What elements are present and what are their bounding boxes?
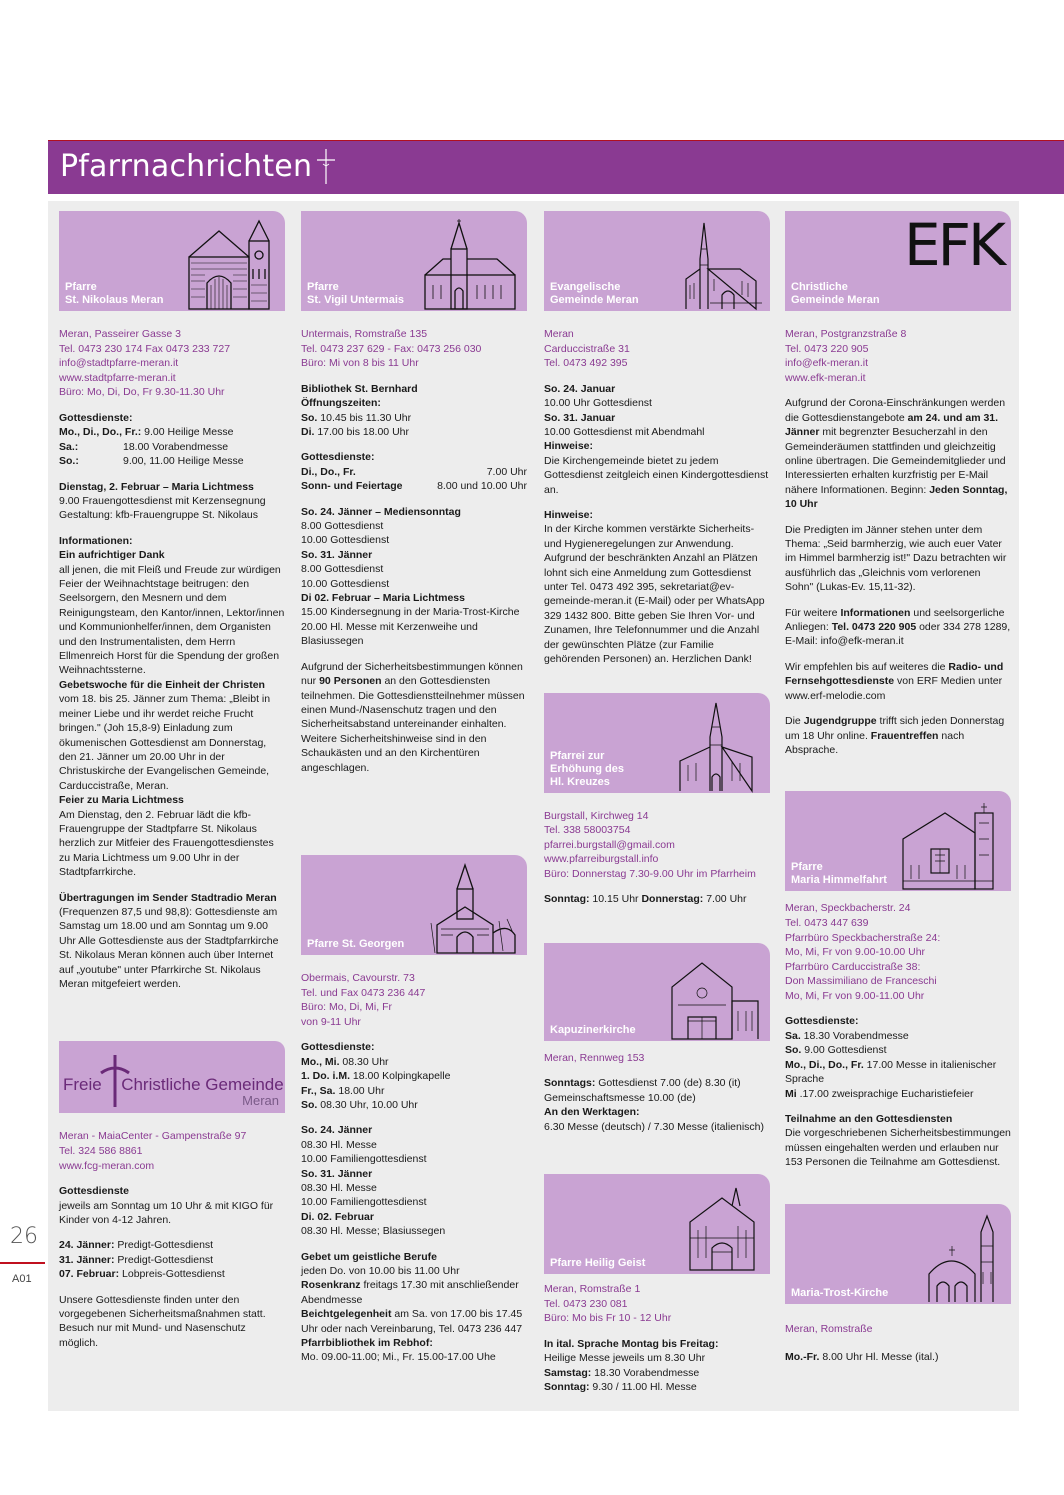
column-efk: [785, 211, 1011, 1365]
address-block-maria-trost: Meran, Romstraße: [785, 1322, 873, 1335]
column-evangelisch: [544, 211, 770, 1395]
page-number: 26: [10, 1224, 38, 1249]
card-title: Christliche Gemeinde Meran: [791, 281, 880, 306]
address-block: Untermais, Romstraße 135 Tel. 0473 237 629 - Fax: 0473 256 030 Büro: Mi von 8 bis 11 Uhr: [301, 328, 482, 370]
church-evangelisch-icon: [682, 219, 762, 311]
cross-icon: [316, 147, 336, 185]
email-link[interactable]: pfarrei.burgstall@gmail.com: [544, 838, 675, 851]
church-himmelfahrt-icon: [895, 799, 1003, 891]
address-block-kapuziner: Meran, Rennweg 153: [544, 1051, 645, 1064]
card-maria-trost: [785, 1204, 1011, 1304]
card-title: Maria-Trost-Kirche: [791, 1286, 889, 1299]
efk-logo: EFK: [903, 211, 1003, 279]
page-title: Pfarrnachrichten: [60, 149, 313, 184]
church-heilig-geist-icon: [682, 1182, 762, 1272]
church-kapuziner-icon: [658, 951, 762, 1041]
web-link[interactable]: www.fcg-meran.com: [59, 1159, 155, 1172]
card-fcg: Freie Christliche Gemeinde Meran: [59, 1041, 285, 1113]
address-block-georgen: Obermais, Cavourstr. 73 Tel. und Fax 0473 236 447 Büro: Mo, Di, Mi, Fr von 9-11 Uhr: [301, 971, 426, 1028]
column-nikolaus: [59, 211, 285, 1350]
body-text-heilig-geist: In ital. Sprache Montag bis Freitag: Heilige Messe jeweils um 8.30 Uhr Samstag: 18.30 Vorabendmesse Sonntag: 9.30 / 11.00 Hl. Messe: [544, 1337, 719, 1394]
address-block: Meran, Postgranzstraße 8 Tel. 0473 220 905 info@efk-meran.it www.efk-meran.it: [785, 327, 1011, 385]
card-st-vigil: [301, 211, 527, 311]
card-title: Kapuzinerkirche: [550, 1023, 636, 1036]
body-text: Bibliothek St. Bernhard Öffnungszeiten: So. 10.45 bis 11.30 Uhr Di. 17.00 bis 18.00 Uhr Gottesdienste: Di., Do., Fr. 7.00 Uhr Sonn- und Feiertage 8.00 und 10.00 Uhr So. 24. Jänner – Mediensonntag 8.00 Gottesdienst 10.00 Gottesdienst So. 31. Jänner 8.00 Gottesdienst 10.00 Gottesdienst Di 02. Februar – Maria Lichtmess 15.00 Kindersegnung in der Maria-Trost-Kirche 20.00 Hl. Messe mit Kerzenweihe und Blasiussegen Aufgrund der Sicherheitsbestimmungen können nur 90 Personen an den Gottesdiensten teilnehmen. Die Gottesdienstteilnehmer müssen einen Mund-/Nasenschutz tragen und den Sicherheitsabstand untereinander einhalten. Weitere Sicherheitshinweise sind in den Schaukästen und an den Kirchentüren angeschlagen.: [301, 382, 527, 774]
address-block-heilig-geist: Meran, Romstraße 1 Tel. 0473 230 081 Büro: Mo bis Fr 10 - 12 Uhr: [544, 1283, 672, 1325]
card-title: Pfarre Heilig Geist: [550, 1257, 646, 1270]
body-text: Aufgrund der Corona-Einschränkungen werden die Gottesdienstangebote am 24. und am 31. Jänner mit begrenzter Besucherzahl in den Gemeinderäumen stattfinden und gleichzeitig online übertragen. Die Gemeindemitglieder und Interessierten erhalten kurzfristig per E-Mail nähere Informationen. Beginn: Jeden Sonntag, 10 Uhr Die Predigten im Jänner stehen unter dem Thema: „Seid barmherzig, wie auch euer Vater im Himmel barmherzig ist!" Dazu betrachten wir ausführlich das „Gleichnis vom verlorenen Sohn" (Lukas-Ev. 15,11-32). Für weitere Informationen und seelsorgerliche Anliegen: Tel. 0473 220 905 oder 334 278 1289, E-Mail: info@efk-meran.it Wir empfehlen bis auf weiteres die Radio- und Fernsehgottesdienste von ERF Medien unter www.erf-melodie.com Die Jugendgruppe trifft sich jeden Donnerstag um 18 Uhr online. Frauentreffen nach Absprache.: [785, 397, 1011, 756]
body-text-fcg: Gottesdienste jeweils am Sonntag um 10 Uhr & mit KIGO für Kinder von 4-12 Jahren. 24. Jänner: Predigt-Gottesdienst 31. Jänner: Predigt-Gottesdienst 07. Februar: Lobpreis-Gottesdienst Unsere Gottesdienste finden unter den vorgegebenen Sicherheitsmaßnahmen statt. Besuch nur mit Mund- und Nasenschutz möglich.: [59, 1185, 274, 1349]
card-title: Evangelische Gemeinde Meran: [550, 281, 639, 306]
card-evangelisch: [544, 211, 770, 311]
church-georgen-icon: [429, 863, 519, 955]
web-link[interactable]: www.efk-meran.it: [785, 371, 866, 384]
address-block-fcg: Meran - MaiaCenter - Gampenstraße 97 Tel. 324 586 8861 www.fcg-meran.com: [59, 1129, 285, 1173]
card-title: Pfarre St. Georgen: [307, 937, 405, 950]
address-block: Meran, Passeirer Gasse 3 Tel. 0473 230 174 Fax 0473 233 727 info@stadtpfarre-meran.it www.stadtpfarre-meran.it Büro: Mo, Di, Do, Fr 9.30-11.30 Uhr: [59, 327, 285, 400]
page-code: A01: [12, 1273, 32, 1285]
fcg-cross-logo-icon: [99, 1051, 131, 1109]
email-link[interactable]: info@stadtpfarre-meran.it: [59, 357, 179, 370]
church-burgstall-icon: [676, 701, 762, 793]
section-banner: [48, 141, 1064, 194]
church-nikolaus-icon: [187, 219, 277, 311]
card-st-georgen: [301, 855, 527, 955]
address-block: Meran Carduccistraße 31 Tel. 0473 492 395: [544, 328, 630, 370]
church-maria-trost-icon: [925, 1212, 1003, 1304]
body-text: Gottesdienste: Mo., Di., Do., Fr.: 9.00 Heilige Messe Sa.: 18.00 Vorabendmesse So.: 9.00, 11.00 Heilige Messe Dienstag, 2. Februar – Maria Lichtmess 9.00 Frauengottesdienst mit Kerzensegnung Gestaltung: kfb-Frauengruppe St. Nikolaus Informationen: Ein aufrichtiger Dank all jenen, die mit Fleiß und Freude zur würdigen Feier der Weihnachtstage beitrugen: den Seelsorgern, den Mesnern und dem Reinigungsteam, den Kantor/innen, Lektor/innen und Kommunionhelfer/innen, dem Organisten und den Instrumentalisten, dem Herrn Ellmenreich Horst für die Spendung der großen Weihnachtssterne. Gebetswoche für die Einheit der Christen vom 18. bis 25. Jänner zum Thema: „Bleibt in meiner Liebe und ihr werdet reiche Frucht bringen." (Joh 15,8-9) Einladung zum ökumenischen Gottesdienst am Donnerstag, den 21. Jänner um 20.00 Uhr in der Christuskirche der Evangelischen Gemeinde, Carduccistraße, Meran. Feier zu Maria Lichtmess Am Dienstag, den 2. Februar lädt die kfb-Frauengruppe der Stadtpfarre St. Nikolaus herzlich zur Mitfeier des Frauengottesdienstes zu Maria Lichtmess um 9.00 Uhr in der Stadtpfarrkirche. Übertragungen im Sender Stadtradio Meran (Frequenzen 87,5 und 98,8): Gottesdienste am Samstag um 18.00 und am Sonntag um 9.00 Uhr Alle Gottesdienste aus der Stadtpfarrkirche St. Nikolaus Meran können auch über Internet auf „youtube" unter Pfarrkirche St. Nikolaus Meran mitgefeiert werden.: [59, 411, 285, 990]
body-text: So. 24. Januar 10.00 Uhr Gottesdienst So. 31. Januar 10.00 Gottesdienst mit Abendmahl Hinweise: Die Kirchengemeinde bietet zu jedem Gottesdienst zeitgleich einen Kindergottesdienst an. Hinweise: In der Kirche kommen verstärkte Sicherheits- und Hygieneregelungen zur Anwendung. Aufgrund der beschränkten Anzahl an Plätzen lohnt sich eine Anmeldung zum Gottesdienst unter Tel. 0473 492 395, sekretariat@ev-gemeinde-meran.it (E-Mail) oder per WhatsApp 329 1432 800. Bitte geben Sie Ihren Vor- und Zunamen, Ihre Telefonnummer und die Anzahl der gewünschten Plätze (zur Familie gehörenden Personen) an. Herzlichen Dank!: [544, 382, 769, 666]
web-link[interactable]: www.stadtpfarre-meran.it: [59, 371, 176, 384]
body-text-maria-trost: Mo.-Fr. 8.00 Uhr Hl. Messe (ital.): [785, 1351, 939, 1364]
card-kapuziner: [544, 943, 770, 1041]
body-text-georgen: Gottesdienste: Mo., Mi. 08.30 Uhr 1. Do. i.M. 18.00 Kolpingkapelle Fr., Sa. 18.00 Uhr So. 08.30 Uhr, 10.00 Uhr So. 24. Jänner 08.30 Hl. Messe 10.00 Familiengottesdienst So. 31. Jänner 08.30 Hl. Messe 10.00 Familiengottesdienst Di. 02. Februar 08.30 Hl. Messe; Blasiussegen Gebet um geistliche Berufe jeden Do. von 10.00 bis 11.00 Uhr Rosenkranz freitags 17.30 mit anschließender Abendmesse Beichtgelegenheit am Sa. von 17.00 bis 17.45 Uhr oder nach Vereinbarung, Tel. 0473 236 447 Pfarrbibliothek im Rebhof: Mo. 09.00-11.00; Mi., Fr. 15.00-17.00 Uhe: [301, 1041, 523, 1364]
body-text-himmelfahrt: Gottesdienste: Sa. 18.30 Vorabendmesse So. 9.00 Gottesdienst Mo., Di., Do., Fr. 17.00 Messe in italienischer Sprache Mi .17.00 zweisprachige Eucharistiefeier Teilnahme an den Gottesdiensten Die vorgeschriebenen Sicherheitsbestimmungen müssen eingehalten werden und erlauben nur 153 Personen die Teilnahme am Gottesdienst.: [785, 1015, 1011, 1169]
church-vigil-icon: [421, 219, 519, 311]
card-title: Pfarre St. Nikolaus Meran: [65, 281, 164, 306]
card-title: Pfarre St. Vigil Untermais: [307, 281, 404, 306]
body-text-burgstall: Sonntag: 10.15 Uhr Donnerstag: 7.00 Uhr: [544, 893, 747, 906]
email-link[interactable]: info@efk-meran.it: [785, 357, 869, 370]
card-st-nikolaus: [59, 211, 285, 311]
body-text-kapuziner: Sonntags: Gottesdienst 7.00 (de) 8.30 (it) Gemeinschaftsmesse 10.00 (de) An den Werktagen: 6.30 Messe (deutsch) / 7.30 Messe (italienisch): [544, 1077, 765, 1133]
card-efk: [785, 211, 1011, 311]
page-number-rule: [0, 1262, 45, 1264]
card-title: Pfarre Maria Himmelfahrt: [791, 861, 887, 887]
address-block-himmelfahrt: Meran, Speckbacherstr. 24 Tel. 0473 447 639 Pfarrbüro Speckbacherstraße 24: Mo, Mi, Fr von 9.00-10.00 Uhr Pfarrbüro Carduccistraße 38: Don Massimiliano de Franceschi Mo, Mi, Fr von 9.00-11.00 Uhr: [785, 902, 941, 1002]
column-vigil: [301, 211, 527, 1365]
card-title: Pfarrei zur Erhöhung des Hl. Kreuzes: [550, 749, 624, 788]
address-block-burgstall: Burgstall, Kirchweg 14 Tel. 338 58003754 pfarrei.burgstall@gmail.com www.pfarreiburgstall.info Büro: Donnerstag 7.30-9.00 Uhr im Pfarrheim: [544, 809, 770, 882]
card-burgstall: [544, 693, 770, 793]
card-heilig-geist: [544, 1174, 770, 1274]
card-maria-himmelfahrt: [785, 791, 1011, 891]
web-link[interactable]: www.pfarreiburgstall.info: [544, 853, 659, 866]
